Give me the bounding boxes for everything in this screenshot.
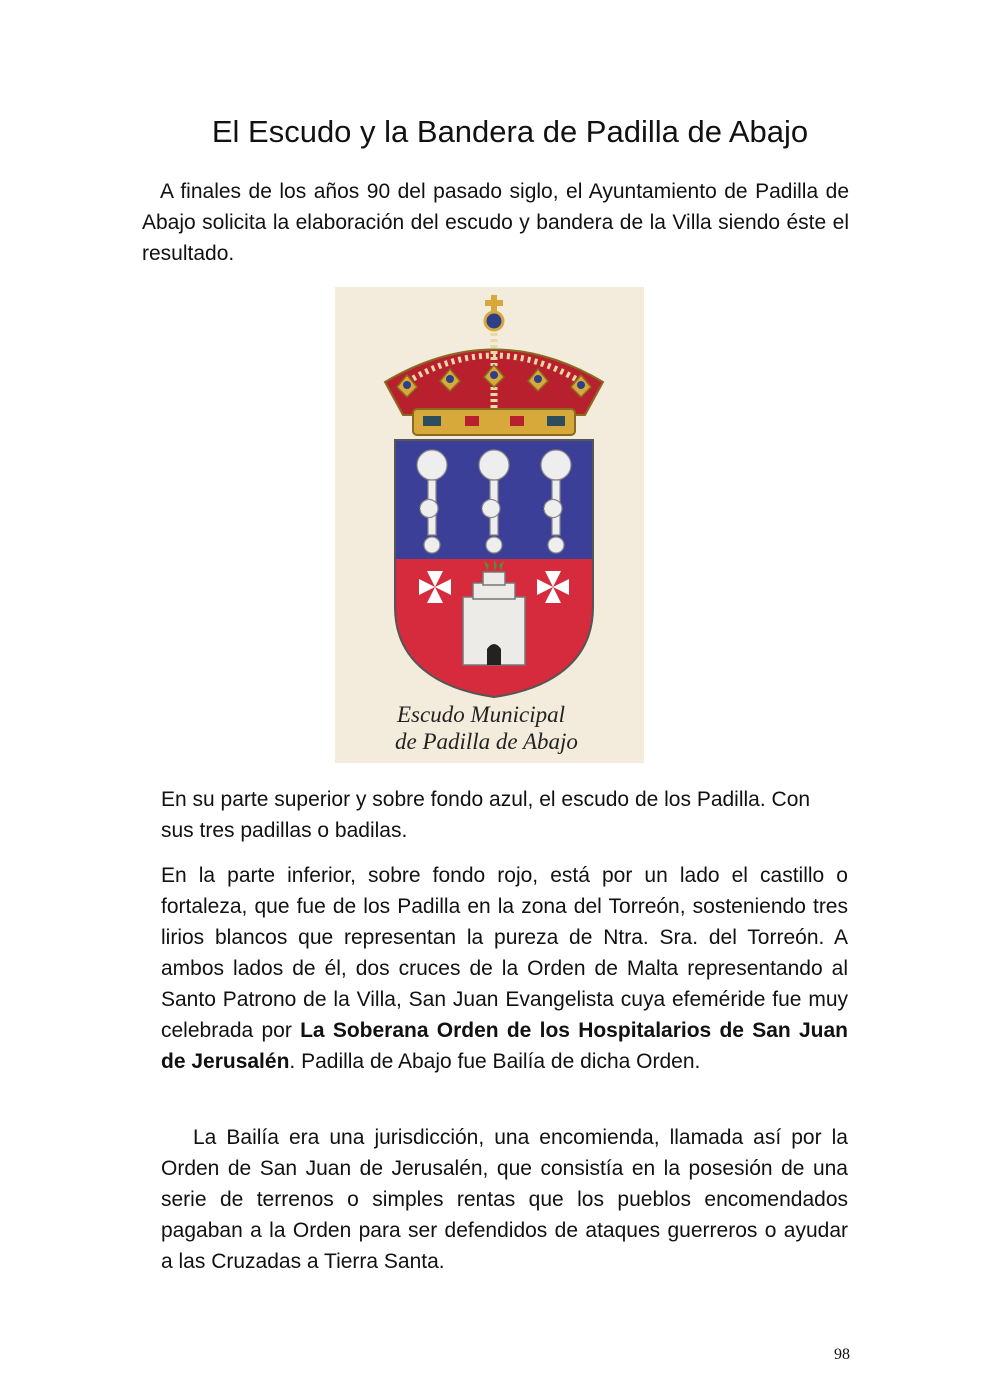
page-number: 98 [834,1346,850,1363]
coat-of-arms-image [335,287,644,763]
intro-paragraph: A finales de los años 90 del pasado siglo, el Ayuntamiento de Padilla de Abajo solicita la elaboración del escudo y bandera de la Villa siendo éste el resultado. [142,180,849,265]
paragraph-2-bold: La Soberana Orden de los Hospitalarios de San Juan de Jerusalén [161,1019,848,1073]
coat-of-arms-figure [335,287,644,763]
paragraph-2-text-after: . Padilla de Abajo fue Bailía de dicha Orden. [289,1050,701,1073]
page-title: El Escudo y la Bandera de Padilla de Abajo [211,114,809,149]
paragraph-2 [161,860,848,1077]
paragraph-1: En su parte superior y sobre fondo azul, el escudo de los Padilla. Con sus tres padillas o badilas. [161,788,811,842]
paragraph-2-text-before: En la parte inferior, sobre fondo rojo, está por un lado el castillo o fortaleza, que fue de los Padilla en la zona del Torreón, sosteniendo tres lirios blancos que representan la pureza de Ntra. Sra. del Torreón. A ambos lados de él, dos cruces de la Orden de Malta representando al Santo Patrono de la Villa, San Juan Evangelista cuya efeméride fue muy celebrada por [161,864,848,1042]
figure-caption-line2: de Padilla de Abajo [395,729,578,754]
paragraph-3: La Bailía era una jurisdicción, una encomienda, llamada así por la Orden de San Juan de Jerusalén, que consistía en la posesión de una serie de terrenos o simples rentas que los pueblos encomendados pagaban a la Orden para ser defendidos de ataques guerreros o ayudar a las Cruzadas a Tierra Santa. [161,1126,848,1273]
figure-caption-line1: Escudo Municipal [397,702,565,727]
crown-icon [385,295,603,435]
